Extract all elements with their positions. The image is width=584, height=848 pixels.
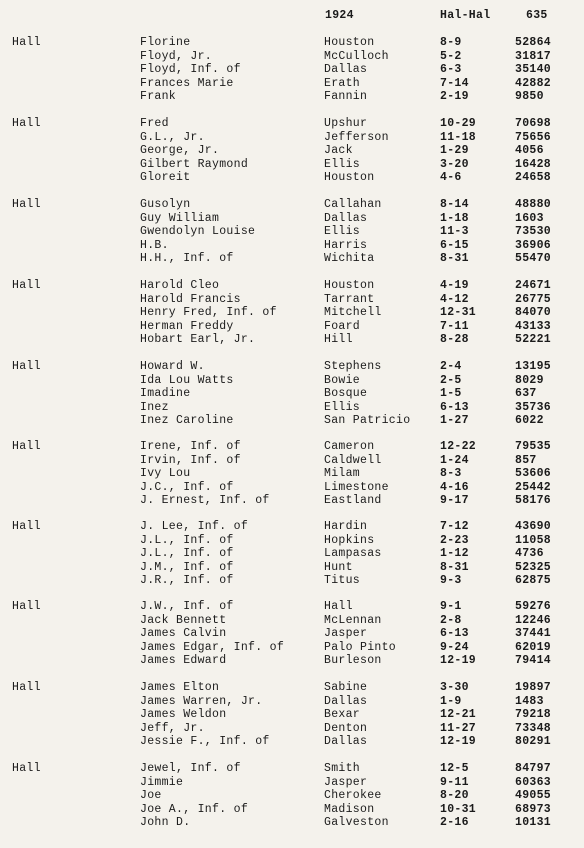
- date: 4-16: [440, 480, 469, 494]
- county: Lampasas: [324, 547, 382, 560]
- surname: Hall: [12, 520, 41, 533]
- index-entry-row: [0, 239, 584, 253]
- county: Palo Pinto: [324, 640, 397, 654]
- index-entry-row: [0, 131, 584, 145]
- county: Ellis: [324, 157, 361, 171]
- certificate-number: 62875: [515, 574, 552, 587]
- surname: Hall: [12, 36, 41, 49]
- certificate-number: 19897: [515, 681, 552, 694]
- certificate-number: 48880: [515, 198, 552, 211]
- given-name: Ivy Lou: [140, 467, 191, 480]
- county: Houston: [324, 36, 375, 49]
- county: Callahan: [324, 198, 382, 211]
- given-name: Inez: [140, 400, 169, 414]
- county: Smith: [324, 762, 361, 775]
- given-name: John D.: [140, 816, 191, 829]
- entry-group: [0, 36, 584, 104]
- date: 11-27: [440, 721, 477, 735]
- certificate-number: 37441: [515, 627, 552, 640]
- given-name: Irvin, Inf. of: [140, 453, 241, 467]
- given-name: James Weldon: [140, 708, 227, 721]
- certificate-number: 4056: [515, 144, 544, 157]
- given-name: Howard W.: [140, 360, 205, 373]
- county: Limestone: [324, 480, 389, 494]
- certificate-number: 58176: [515, 494, 552, 507]
- index-entry-row: [0, 158, 584, 172]
- certificate-number: 52325: [515, 560, 552, 574]
- county: Dallas: [324, 211, 368, 225]
- index-entry-row: [0, 695, 584, 709]
- index-entry-row: [0, 467, 584, 481]
- county: Bosque: [324, 387, 368, 400]
- given-name: James Edgar, Inf. of: [140, 640, 285, 654]
- index-entry-row: [0, 279, 584, 293]
- county: Jasper: [324, 775, 368, 789]
- county: Tarrant: [324, 292, 375, 306]
- date: 9-3: [440, 574, 462, 587]
- header-page-number: 635: [526, 9, 548, 22]
- certificate-number: 24658: [515, 171, 552, 184]
- given-name: Imadine: [140, 387, 191, 400]
- county: Hill: [324, 333, 353, 346]
- date: 6-13: [440, 627, 469, 640]
- date: 1-12: [440, 547, 469, 560]
- date: 2-16: [440, 816, 469, 829]
- certificate-number: 1483: [515, 694, 544, 708]
- date: 4-12: [440, 292, 469, 306]
- index-entry-row: [0, 36, 584, 50]
- given-name: J.M., Inf. of: [140, 560, 234, 574]
- county: Milam: [324, 467, 361, 480]
- certificate-number: 60363: [515, 775, 552, 789]
- date: 6-13: [440, 400, 469, 414]
- date: 2-4: [440, 360, 462, 373]
- certificate-number: 26775: [515, 292, 552, 306]
- county: Cherokee: [324, 789, 382, 802]
- county: Ellis: [324, 400, 361, 414]
- county: Denton: [324, 721, 368, 735]
- county: Madison: [324, 802, 375, 816]
- given-name: Inez Caroline: [140, 414, 234, 427]
- county: Cameron: [324, 440, 375, 453]
- certificate-number: 73348: [515, 721, 552, 735]
- given-name: J.W., Inf. of: [140, 600, 234, 613]
- county: Hopkins: [324, 533, 375, 547]
- county: Foard: [324, 319, 361, 333]
- county: Ellis: [324, 225, 361, 238]
- county: Dallas: [324, 694, 368, 708]
- county: Harris: [324, 238, 368, 252]
- entry-group: [0, 762, 584, 830]
- county: Fannin: [324, 90, 368, 103]
- date: 9-1: [440, 600, 462, 613]
- county: Jasper: [324, 627, 368, 640]
- county: Houston: [324, 171, 375, 184]
- date: 12-5: [440, 762, 469, 775]
- index-entry-row: [0, 171, 584, 185]
- date: 9-24: [440, 640, 469, 654]
- given-name: Herman Freddy: [140, 319, 234, 333]
- given-name: J.R., Inf. of: [140, 574, 234, 587]
- county: Hardin: [324, 520, 368, 533]
- index-entry-row: [0, 627, 584, 641]
- certificate-number: 12246: [515, 613, 552, 627]
- date: 5-2: [440, 49, 462, 63]
- given-name: H.H., Inf. of: [140, 252, 234, 265]
- given-name: J.C., Inf. of: [140, 480, 234, 494]
- county: Houston: [324, 279, 375, 292]
- certificate-number: 52864: [515, 36, 552, 49]
- given-name: Joe A., Inf. of: [140, 802, 249, 816]
- certificate-number: 36906: [515, 238, 552, 252]
- county: Eastland: [324, 494, 382, 507]
- certificate-number: 9850: [515, 90, 544, 103]
- index-entry-row: [0, 816, 584, 830]
- certificate-number: 49055: [515, 789, 552, 802]
- given-name: Irene, Inf. of: [140, 440, 241, 453]
- date: 2-19: [440, 90, 469, 103]
- index-entry-row: [0, 614, 584, 628]
- index-entry-row: [0, 387, 584, 401]
- date: 7-14: [440, 76, 469, 90]
- certificate-number: 4736: [515, 547, 544, 560]
- surname: Hall: [12, 117, 41, 130]
- given-name: James Edward: [140, 654, 227, 667]
- county: Jack: [324, 144, 353, 157]
- county: Stephens: [324, 360, 382, 373]
- date: 3-30: [440, 681, 469, 694]
- given-name: Fred: [140, 117, 169, 130]
- certificate-number: 31817: [515, 49, 552, 63]
- index-entry-row: [0, 117, 584, 131]
- date: 10-31: [440, 802, 477, 816]
- index-entry-row: [0, 481, 584, 495]
- index-entry-row: [0, 600, 584, 614]
- index-entry-row: [0, 574, 584, 588]
- index-entry-row: [0, 776, 584, 790]
- given-name: James Elton: [140, 681, 220, 694]
- county: Bexar: [324, 708, 361, 721]
- given-name: J.L., Inf. of: [140, 533, 234, 547]
- surname: Hall: [12, 440, 41, 453]
- index-entry-row: [0, 90, 584, 104]
- date: 1-24: [440, 453, 469, 467]
- certificate-number: 52221: [515, 333, 552, 346]
- entry-group: [0, 600, 584, 668]
- date: 12-19: [440, 735, 477, 748]
- index-entry-row: [0, 440, 584, 454]
- county: Wichita: [324, 252, 375, 265]
- given-name: G.L., Jr.: [140, 130, 205, 144]
- index-entry-row: [0, 401, 584, 415]
- given-name: J. Ernest, Inf. of: [140, 494, 270, 507]
- certificate-number: 84070: [515, 306, 552, 319]
- date: 2-8: [440, 613, 462, 627]
- certificate-number: 80291: [515, 735, 552, 748]
- header-year: 1924: [325, 9, 354, 22]
- index-entry-row: [0, 547, 584, 561]
- index-entry-row: [0, 333, 584, 347]
- date: 11-18: [440, 130, 477, 144]
- county: Bowie: [324, 373, 361, 387]
- certificate-number: 62019: [515, 640, 552, 654]
- certificate-number: 10131: [515, 816, 552, 829]
- given-name: Guy William: [140, 211, 220, 225]
- county: Dallas: [324, 735, 368, 748]
- certificate-number: 79414: [515, 654, 552, 667]
- certificate-number: 68973: [515, 802, 552, 816]
- index-entry-row: [0, 144, 584, 158]
- given-name: Jimmie: [140, 775, 184, 789]
- date: 8-31: [440, 560, 469, 574]
- index-entry-row: [0, 561, 584, 575]
- given-name: Floyd, Jr.: [140, 49, 213, 63]
- index-entry-row: [0, 681, 584, 695]
- given-name: Floyd, Inf. of: [140, 63, 241, 76]
- date: 6-15: [440, 238, 469, 252]
- certificate-number: 42882: [515, 76, 552, 90]
- date: 1-9: [440, 694, 462, 708]
- date: 12-31: [440, 306, 477, 319]
- given-name: Gloreit: [140, 171, 191, 184]
- date: 8-14: [440, 198, 469, 211]
- index-entry-row: [0, 212, 584, 226]
- given-name: Henry Fred, Inf. of: [140, 306, 277, 319]
- certificate-number: 8029: [515, 373, 544, 387]
- county: Mitchell: [324, 306, 382, 319]
- date: 11-3: [440, 225, 469, 238]
- surname: Hall: [12, 681, 41, 694]
- certificate-number: 53606: [515, 467, 552, 480]
- index-entry-row: [0, 77, 584, 91]
- index-entry-row: [0, 50, 584, 64]
- date: 8-28: [440, 333, 469, 346]
- county: Caldwell: [324, 453, 382, 467]
- date: 8-9: [440, 36, 462, 49]
- certificate-number: 637: [515, 387, 537, 400]
- date: 7-12: [440, 520, 469, 533]
- date: 2-5: [440, 373, 462, 387]
- date: 1-5: [440, 387, 462, 400]
- certificate-number: 857: [515, 453, 537, 467]
- certificate-number: 55470: [515, 252, 552, 265]
- given-name: Harold Francis: [140, 292, 241, 306]
- certificate-number: 84797: [515, 762, 552, 775]
- county: Hall: [324, 600, 353, 613]
- certificate-number: 79218: [515, 708, 552, 721]
- certificate-number: 73530: [515, 225, 552, 238]
- county: Sabine: [324, 681, 368, 694]
- entry-group: [0, 681, 584, 749]
- index-entry-row: [0, 360, 584, 374]
- certificate-number: 75656: [515, 130, 552, 144]
- entry-group: [0, 440, 584, 508]
- date: 4-19: [440, 279, 469, 292]
- county: Upshur: [324, 117, 368, 130]
- surname: Hall: [12, 279, 41, 292]
- given-name: Frank: [140, 90, 177, 103]
- certificate-number: 35140: [515, 63, 552, 76]
- surname: Hall: [12, 600, 41, 613]
- given-name: Florine: [140, 36, 191, 49]
- index-entry-row: [0, 803, 584, 817]
- date: 10-29: [440, 117, 477, 130]
- given-name: Gilbert Raymond: [140, 157, 249, 171]
- index-entry-row: [0, 374, 584, 388]
- county: San Patricio: [324, 414, 411, 427]
- index-entry-row: [0, 735, 584, 749]
- date: 4-6: [440, 171, 462, 184]
- index-entry-row: [0, 225, 584, 239]
- given-name: Gwendolyn Louise: [140, 225, 256, 238]
- given-name: H.B.: [140, 238, 169, 252]
- date: 6-3: [440, 63, 462, 76]
- date: 12-21: [440, 708, 477, 721]
- county: Burleson: [324, 654, 382, 667]
- given-name: Jessie F., Inf. of: [140, 735, 270, 748]
- certificate-number: 1603: [515, 211, 544, 225]
- county: McLennan: [324, 613, 382, 627]
- county: Erath: [324, 76, 361, 90]
- given-name: James Warren, Jr.: [140, 694, 263, 708]
- given-name: Ida Lou Watts: [140, 373, 234, 387]
- index-entry-row: [0, 520, 584, 534]
- given-name: Gusolyn: [140, 198, 191, 211]
- certificate-number: 11058: [515, 533, 552, 547]
- certificate-number: 13195: [515, 360, 552, 373]
- index-entry-row: [0, 320, 584, 334]
- county: McCulloch: [324, 49, 389, 63]
- entry-group: [0, 360, 584, 428]
- certificate-number: 35736: [515, 400, 552, 414]
- date: 3-20: [440, 157, 469, 171]
- date: 12-19: [440, 654, 477, 667]
- date: 9-17: [440, 494, 469, 507]
- index-entry-row: [0, 306, 584, 320]
- date: 7-11: [440, 319, 469, 333]
- date: 2-23: [440, 533, 469, 547]
- certificate-number: 24671: [515, 279, 552, 292]
- given-name: Jewel, Inf. of: [140, 762, 241, 775]
- certificate-number: 79535: [515, 440, 552, 453]
- county: Jefferson: [324, 130, 389, 144]
- given-name: Frances Marie: [140, 76, 234, 90]
- index-entry-row: [0, 789, 584, 803]
- index-entry-row: [0, 252, 584, 266]
- entry-group: [0, 520, 584, 588]
- date: 1-18: [440, 211, 469, 225]
- given-name: Harold Cleo: [140, 279, 220, 292]
- certificate-number: 70698: [515, 117, 552, 130]
- date: 8-3: [440, 467, 462, 480]
- date: 12-22: [440, 440, 477, 453]
- index-entry-row: [0, 722, 584, 736]
- index-entry-row: [0, 198, 584, 212]
- certificate-number: 43690: [515, 520, 552, 533]
- county: Titus: [324, 574, 361, 587]
- index-entry-row: [0, 708, 584, 722]
- certificate-number: 16428: [515, 157, 552, 171]
- given-name: Jeff, Jr.: [140, 721, 205, 735]
- index-entry-row: [0, 63, 584, 77]
- index-entry-row: [0, 762, 584, 776]
- given-name: Jack Bennett: [140, 613, 227, 627]
- date: 8-20: [440, 789, 469, 802]
- county: Dallas: [324, 63, 368, 76]
- date: 1-27: [440, 414, 469, 427]
- date: 8-31: [440, 252, 469, 265]
- entry-group: [0, 279, 584, 347]
- entry-group: [0, 117, 584, 185]
- given-name: J.L., Inf. of: [140, 547, 234, 560]
- given-name: Joe: [140, 789, 162, 802]
- given-name: George, Jr.: [140, 144, 220, 157]
- certificate-number: 25442: [515, 480, 552, 494]
- date: 9-11: [440, 775, 469, 789]
- index-entry-row: [0, 293, 584, 307]
- given-name: Hobart Earl, Jr.: [140, 333, 256, 346]
- date: 1-29: [440, 144, 469, 157]
- index-entry-row: [0, 641, 584, 655]
- certificate-number: 6022: [515, 414, 544, 427]
- given-name: James Calvin: [140, 627, 227, 640]
- surname: Hall: [12, 198, 41, 211]
- certificate-number: 43133: [515, 319, 552, 333]
- county: Hunt: [324, 560, 353, 574]
- header-range: Hal-Hal: [440, 9, 491, 22]
- given-name: J. Lee, Inf. of: [140, 520, 249, 533]
- surname: Hall: [12, 762, 41, 775]
- entry-group: [0, 198, 584, 266]
- index-entry-row: [0, 494, 584, 508]
- surname: Hall: [12, 360, 41, 373]
- index-entry-row: [0, 534, 584, 548]
- index-entry-row: [0, 414, 584, 428]
- certificate-number: 59276: [515, 600, 552, 613]
- index-entry-row: [0, 454, 584, 468]
- county: Galveston: [324, 816, 389, 829]
- index-entry-row: [0, 654, 584, 668]
